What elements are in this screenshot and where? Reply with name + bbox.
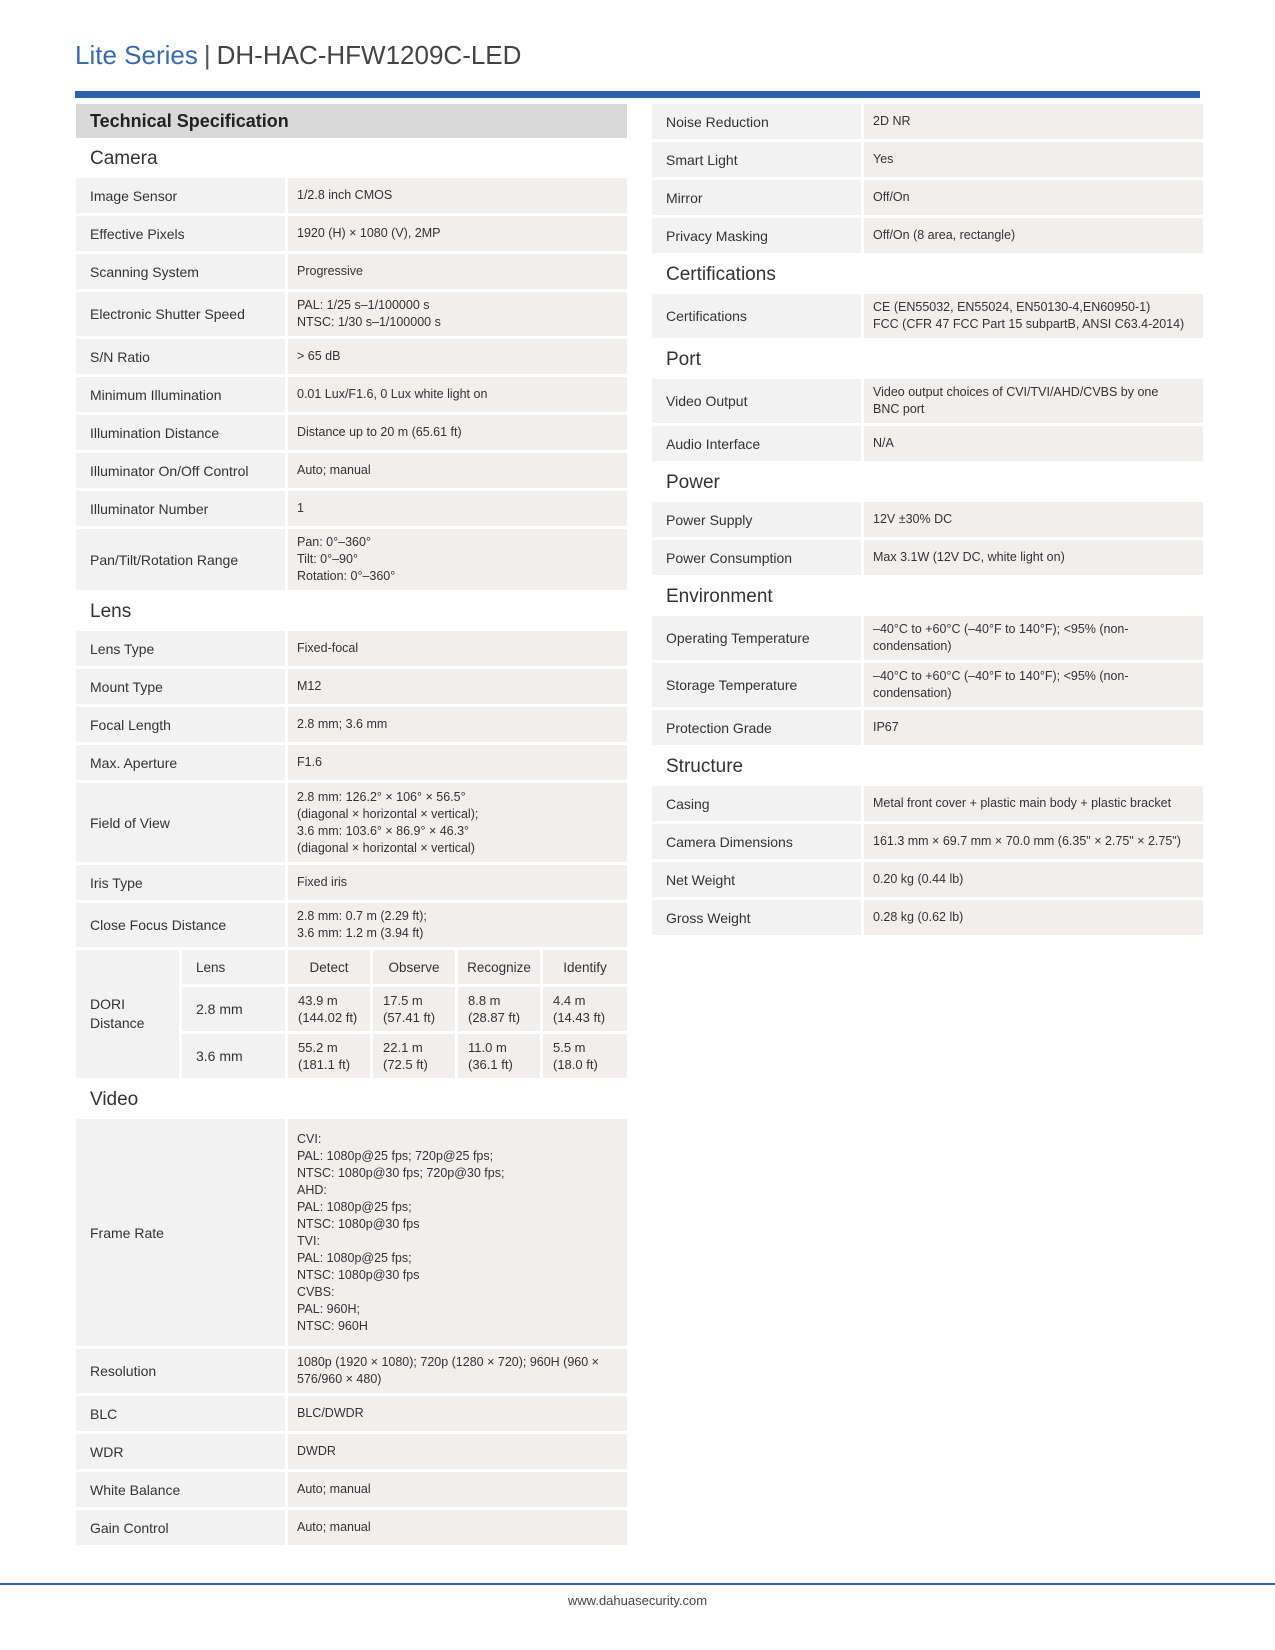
dori-cell: 22.1 m (72.5 ft) bbox=[373, 1034, 455, 1078]
spec-key: Smart Light bbox=[652, 142, 861, 177]
spec-row bbox=[652, 142, 1203, 177]
spec-key: Pan/Tilt/Rotation Range bbox=[76, 529, 285, 590]
document-header bbox=[75, 40, 521, 71]
spec-key: BLC bbox=[76, 1396, 285, 1431]
spec-key: Mount Type bbox=[76, 669, 285, 704]
section-heading-port: Port bbox=[666, 349, 701, 370]
spec-value: 2.8 mm: 126.2° × 106° × 56.5° (diagonal × horizontal × vertical); 3.6 mm: 103.6° × 86.9° × 46.3° (diagonal × horizontal × vertical) bbox=[288, 783, 627, 862]
header-separator: | bbox=[203, 40, 211, 70]
spec-value: 1 bbox=[288, 491, 627, 526]
dori-cell: 8.8 m (28.87 ft) bbox=[458, 987, 540, 1031]
spec-value: Off/On (8 area, rectangle) bbox=[864, 218, 1203, 253]
spec-row bbox=[652, 862, 1203, 897]
spec-key: Certifications bbox=[652, 294, 861, 338]
spec-group-certifications bbox=[652, 294, 1203, 338]
spec-key: Field of View bbox=[76, 783, 285, 862]
spec-key: Gross Weight bbox=[652, 900, 861, 935]
spec-key: Operating Temperature bbox=[652, 616, 861, 660]
spec-value: Distance up to 20 m (65.61 ft) bbox=[288, 415, 627, 450]
spec-group-lens bbox=[76, 631, 627, 1078]
spec-row bbox=[76, 1510, 627, 1545]
spec-key: Illuminator Number bbox=[76, 491, 285, 526]
spec-value: CVI: PAL: 1080p@25 fps; 720p@25 fps; NTSC: 1080p@30 fps; 720p@30 fps; AHD: PAL: 1080p@25 fps; NTSC: 1080p@30 fps TVI: PAL: 1080p@25 fps; NTSC: 1080p@30 fps CVBS: PAL: 960H; NTSC: 960H bbox=[288, 1119, 627, 1346]
dori-cell: 5.5 m (18.0 ft) bbox=[543, 1034, 627, 1078]
spec-row bbox=[76, 631, 627, 666]
spec-key: Max. Aperture bbox=[76, 745, 285, 780]
spec-key: Resolution bbox=[76, 1349, 285, 1393]
spec-key: Casing bbox=[652, 786, 861, 821]
header-rule bbox=[75, 91, 1200, 98]
spec-key: Power Consumption bbox=[652, 540, 861, 575]
spec-value: –40°C to +60°C (–40°F to 140°F); <95% (non- condensation) bbox=[864, 663, 1203, 707]
dori-cell: 4.4 m (14.43 ft) bbox=[543, 987, 627, 1031]
spec-group-camera bbox=[76, 178, 627, 590]
spec-row bbox=[76, 707, 627, 742]
spec-group-environment bbox=[652, 616, 1203, 745]
spec-key: Lens Type bbox=[76, 631, 285, 666]
spec-value: –40°C to +60°C (–40°F to 140°F); <95% (non- condensation) bbox=[864, 616, 1203, 660]
spec-value: 1/2.8 inch CMOS bbox=[288, 178, 627, 213]
section-heading-environment: Environment bbox=[666, 586, 773, 607]
spec-value: CE (EN55032, EN55024, EN50130-4,EN60950-1) FCC (CFR 47 FCC Part 15 subpartB, ANSI C63.4-2014) bbox=[864, 294, 1203, 338]
spec-value: Fixed-focal bbox=[288, 631, 627, 666]
spec-key: Frame Rate bbox=[76, 1119, 285, 1346]
section-heading-lens: Lens bbox=[90, 601, 132, 622]
spec-key: S/N Ratio bbox=[76, 339, 285, 374]
spec-row bbox=[652, 104, 1203, 139]
spec-key: WDR bbox=[76, 1434, 285, 1469]
spec-row bbox=[76, 1119, 627, 1346]
spec-group-video-continued bbox=[652, 104, 1203, 253]
spec-value: Metal front cover + plastic main body + plastic bracket bbox=[864, 786, 1203, 821]
spec-row bbox=[76, 254, 627, 289]
spec-value: 0.20 kg (0.44 lb) bbox=[864, 862, 1203, 897]
spec-key: Privacy Masking bbox=[652, 218, 861, 253]
spec-row bbox=[652, 663, 1203, 707]
spec-row bbox=[76, 415, 627, 450]
spec-row bbox=[652, 294, 1203, 338]
spec-value: Progressive bbox=[288, 254, 627, 289]
spec-value: > 65 dB bbox=[288, 339, 627, 374]
spec-value: Fixed iris bbox=[288, 865, 627, 900]
section-heading-structure: Structure bbox=[666, 756, 744, 777]
spec-value: 12V ±30% DC bbox=[864, 502, 1203, 537]
spec-row bbox=[76, 783, 627, 862]
dori-header-row bbox=[182, 950, 627, 984]
spec-key: Audio Interface bbox=[652, 426, 861, 461]
spec-group-power bbox=[652, 502, 1203, 575]
footer-url[interactable]: www.dahuasecurity.com bbox=[567, 1593, 708, 1608]
right-column bbox=[652, 104, 1203, 938]
spec-value: Off/On bbox=[864, 180, 1203, 215]
spec-row bbox=[76, 1472, 627, 1507]
spec-key: Illumination Distance bbox=[76, 415, 285, 450]
dori-row bbox=[182, 987, 627, 1031]
spec-row bbox=[652, 218, 1203, 253]
spec-key: Iris Type bbox=[76, 865, 285, 900]
spec-key: Focal Length bbox=[76, 707, 285, 742]
spec-value: BLC/DWDR bbox=[288, 1396, 627, 1431]
spec-key: Scanning System bbox=[76, 254, 285, 289]
spec-value: IP67 bbox=[864, 710, 1203, 745]
spec-row bbox=[652, 426, 1203, 461]
spec-value: 1920 (H) × 1080 (V), 2MP bbox=[288, 216, 627, 251]
spec-row bbox=[652, 786, 1203, 821]
spec-key: Effective Pixels bbox=[76, 216, 285, 251]
spec-row bbox=[652, 710, 1203, 745]
spec-row bbox=[652, 379, 1203, 423]
spec-value: 0.01 Lux/F1.6, 0 Lux white light on bbox=[288, 377, 627, 412]
spec-title: Technical Specification bbox=[76, 104, 627, 138]
dori-grid bbox=[182, 950, 627, 1078]
spec-row bbox=[76, 339, 627, 374]
spec-key: Mirror bbox=[652, 180, 861, 215]
dori-cell: 2.8 mm bbox=[182, 987, 285, 1031]
spec-row bbox=[76, 1434, 627, 1469]
dori-cell: 3.6 mm bbox=[182, 1034, 285, 1078]
spec-key: Power Supply bbox=[652, 502, 861, 537]
spec-value: 161.3 mm × 69.7 mm × 70.0 mm (6.35" × 2.75" × 2.75") bbox=[864, 824, 1203, 859]
spec-value: 1080p (1920 × 1080); 720p (1280 × 720); 960H (960 × 576/960 × 480) bbox=[288, 1349, 627, 1393]
spec-row bbox=[76, 292, 627, 336]
spec-value: 0.28 kg (0.62 lb) bbox=[864, 900, 1203, 935]
spec-key: Video Output bbox=[652, 379, 861, 423]
spec-value: Video output choices of CVI/TVI/AHD/CVBS by one BNC port bbox=[864, 379, 1203, 423]
spec-group-structure bbox=[652, 786, 1203, 935]
left-column bbox=[76, 104, 627, 1548]
spec-row bbox=[76, 903, 627, 947]
spec-value: M12 bbox=[288, 669, 627, 704]
spec-row bbox=[76, 1396, 627, 1431]
spec-group-port bbox=[652, 379, 1203, 461]
spec-row bbox=[76, 1349, 627, 1393]
spec-row bbox=[652, 540, 1203, 575]
dori-header-cell: Identify bbox=[543, 950, 627, 984]
spec-value: Max 3.1W (12V DC, white light on) bbox=[864, 540, 1203, 575]
spec-row bbox=[76, 669, 627, 704]
spec-value: F1.6 bbox=[288, 745, 627, 780]
spec-key: Minimum Illumination bbox=[76, 377, 285, 412]
spec-group-video bbox=[76, 1119, 627, 1545]
spec-row bbox=[76, 865, 627, 900]
spec-row bbox=[652, 616, 1203, 660]
spec-row bbox=[76, 529, 627, 590]
spec-row bbox=[76, 178, 627, 213]
spec-row bbox=[652, 824, 1203, 859]
series-name: Lite Series bbox=[75, 40, 198, 70]
spec-key: Electronic Shutter Speed bbox=[76, 292, 285, 336]
dori-label: DORI Distance bbox=[76, 950, 179, 1078]
spec-key: Net Weight bbox=[652, 862, 861, 897]
spec-value: Auto; manual bbox=[288, 1510, 627, 1545]
section-heading-video: Video bbox=[90, 1089, 139, 1110]
dori-cell: 43.9 m (144.02 ft) bbox=[288, 987, 370, 1031]
dori-cell: 11.0 m (36.1 ft) bbox=[458, 1034, 540, 1078]
dori-header-cell: Detect bbox=[288, 950, 370, 984]
spec-key: Image Sensor bbox=[76, 178, 285, 213]
footer-rule bbox=[0, 1583, 1275, 1585]
spec-row bbox=[76, 491, 627, 526]
spec-row bbox=[652, 502, 1203, 537]
spec-key: Noise Reduction bbox=[652, 104, 861, 139]
spec-value: DWDR bbox=[288, 1434, 627, 1469]
section-heading-certifications: Certifications bbox=[666, 264, 776, 285]
spec-key: White Balance bbox=[76, 1472, 285, 1507]
spec-row bbox=[76, 216, 627, 251]
spec-value: Auto; manual bbox=[288, 453, 627, 488]
spec-value: Pan: 0°–360° Tilt: 0°–90° Rotation: 0°–360° bbox=[288, 529, 627, 590]
dori-header-cell: Recognize bbox=[458, 950, 540, 984]
dori-distance-table bbox=[76, 950, 627, 1078]
spec-value: PAL: 1/25 s–1/100000 s NTSC: 1/30 s–1/100000 s bbox=[288, 292, 627, 336]
spec-key: Protection Grade bbox=[652, 710, 861, 745]
section-heading-camera: Camera bbox=[90, 148, 158, 169]
spec-value: N/A bbox=[864, 426, 1203, 461]
dori-header-cell: Lens bbox=[182, 950, 285, 984]
spec-row bbox=[652, 180, 1203, 215]
dori-row bbox=[182, 1034, 627, 1078]
spec-value: 2.8 mm: 0.7 m (2.29 ft); 3.6 mm: 1.2 m (3.94 ft) bbox=[288, 903, 627, 947]
spec-row bbox=[76, 745, 627, 780]
dori-cell: 55.2 m (181.1 ft) bbox=[288, 1034, 370, 1078]
spec-value: 2D NR bbox=[864, 104, 1203, 139]
spec-value: Yes bbox=[864, 142, 1203, 177]
spec-row bbox=[652, 900, 1203, 935]
dori-header-cell: Observe bbox=[373, 950, 455, 984]
spec-row bbox=[76, 453, 627, 488]
spec-key: Gain Control bbox=[76, 1510, 285, 1545]
spec-key: Illuminator On/Off Control bbox=[76, 453, 285, 488]
spec-key: Close Focus Distance bbox=[76, 903, 285, 947]
dori-cell: 17.5 m (57.41 ft) bbox=[373, 987, 455, 1031]
spec-key: Storage Temperature bbox=[652, 663, 861, 707]
spec-value: Auto; manual bbox=[288, 1472, 627, 1507]
spec-value: 2.8 mm; 3.6 mm bbox=[288, 707, 627, 742]
spec-row bbox=[76, 377, 627, 412]
spec-key: Camera Dimensions bbox=[652, 824, 861, 859]
model-name: DH-HAC-HFW1209C-LED bbox=[216, 40, 522, 70]
section-heading-power: Power bbox=[666, 472, 720, 493]
